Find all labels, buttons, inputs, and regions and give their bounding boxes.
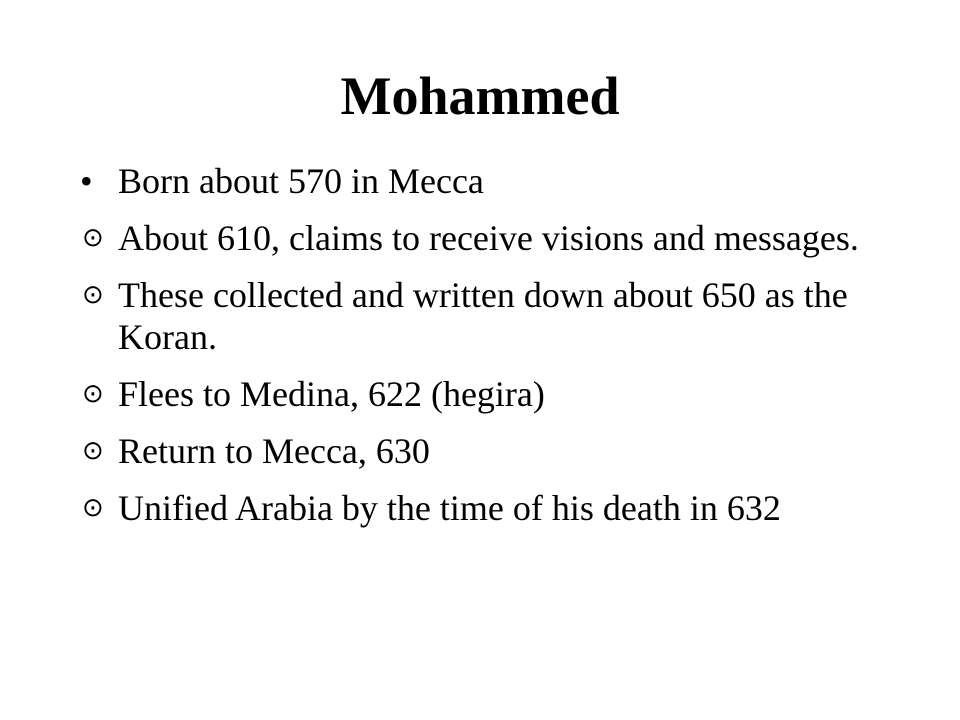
bullet-item: [80, 487, 920, 529]
circled-dot-bullet-icon: ⊙: [82, 493, 104, 523]
bullet-text: Unified Arabia by the time of his death in 632: [118, 488, 781, 528]
circled-dot-bullet-icon: ⊙: [82, 280, 104, 310]
circled-dot-bullet-icon: ⊙: [82, 379, 104, 409]
bullet-item: [80, 373, 920, 415]
bullet-text: Flees to Medina, 622 (hegira): [118, 374, 545, 414]
circled-dot-bullet-icon: ⊙: [82, 223, 104, 253]
bullet-list: [80, 160, 920, 544]
bullet-text: Return to Mecca, 630: [118, 431, 430, 471]
bullet-item: [80, 160, 920, 202]
bullet-dot-icon: •: [80, 161, 93, 201]
bullet-item: [80, 430, 920, 472]
bullet-text: These collected and written down about 650 as the Koran.: [118, 275, 848, 357]
bullet-item: [80, 274, 920, 358]
circled-dot-bullet-icon: ⊙: [82, 436, 104, 466]
slide-title: Mohammed: [340, 66, 620, 126]
bullet-item: [80, 217, 920, 259]
bullet-text: Born about 570 in Mecca: [118, 161, 484, 201]
bullet-text: About 610, claims to receive visions and messages.: [118, 218, 859, 258]
